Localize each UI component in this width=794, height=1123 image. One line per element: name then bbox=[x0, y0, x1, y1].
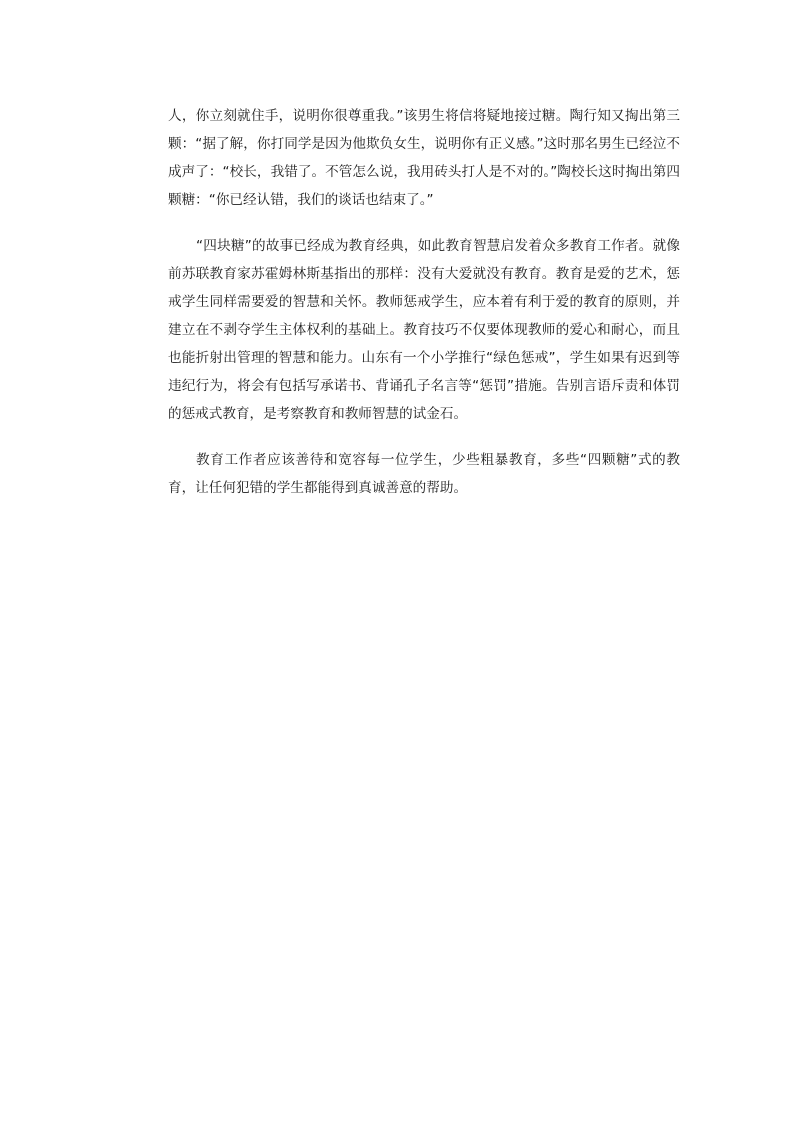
paragraph-3: 教育工作者应该善待和宽容每一位学生，少些粗暴教育，多些“四颗糖”式的教育，让任何犯错的学生都能得到真诚善意的帮助。 bbox=[168, 452, 680, 496]
document-body bbox=[168, 102, 680, 502]
paragraph-2: “四块糖”的故事已经成为教育经典，如此教育智慧启发着众多教育工作者。就像前苏联教育家苏霍姆林斯基指出的那样：没有大爱就没有教育。教育是爱的艺术，惩戒学生同样需要爱的智慧和关怀。教师惩戒学生，应本着有利于爱的教育的原则，并建立在不剥夺学生主体权利的基础上。教育技巧不仅要体现教师的爱心和耐心，而且也能折射出管理的智慧和能力。山东有一个小学推行“绿色惩戒”，学生如果有迟到等违纪行为，将会有包括写承诺书、背诵孔子名言等“惩罚”措施。告别言语斥责和体罚的惩戒式教育，是考察教育和教师智慧的试金石。 bbox=[168, 238, 680, 422]
paragraph-1: 人，你立刻就住手，说明你很尊重我。”该男生将信将疑地接过糖。陶行知又掏出第三颗：“据了解，你打同学是因为他欺负女生，说明你有正义感。”这时那名男生已经泣不成声了：“校长，我错了。不管怎么说，我用砖头打人是不对的。”陶校长这时掏出第四颗糖：“你已经认错，我们的谈话也结束了。” bbox=[168, 108, 680, 208]
